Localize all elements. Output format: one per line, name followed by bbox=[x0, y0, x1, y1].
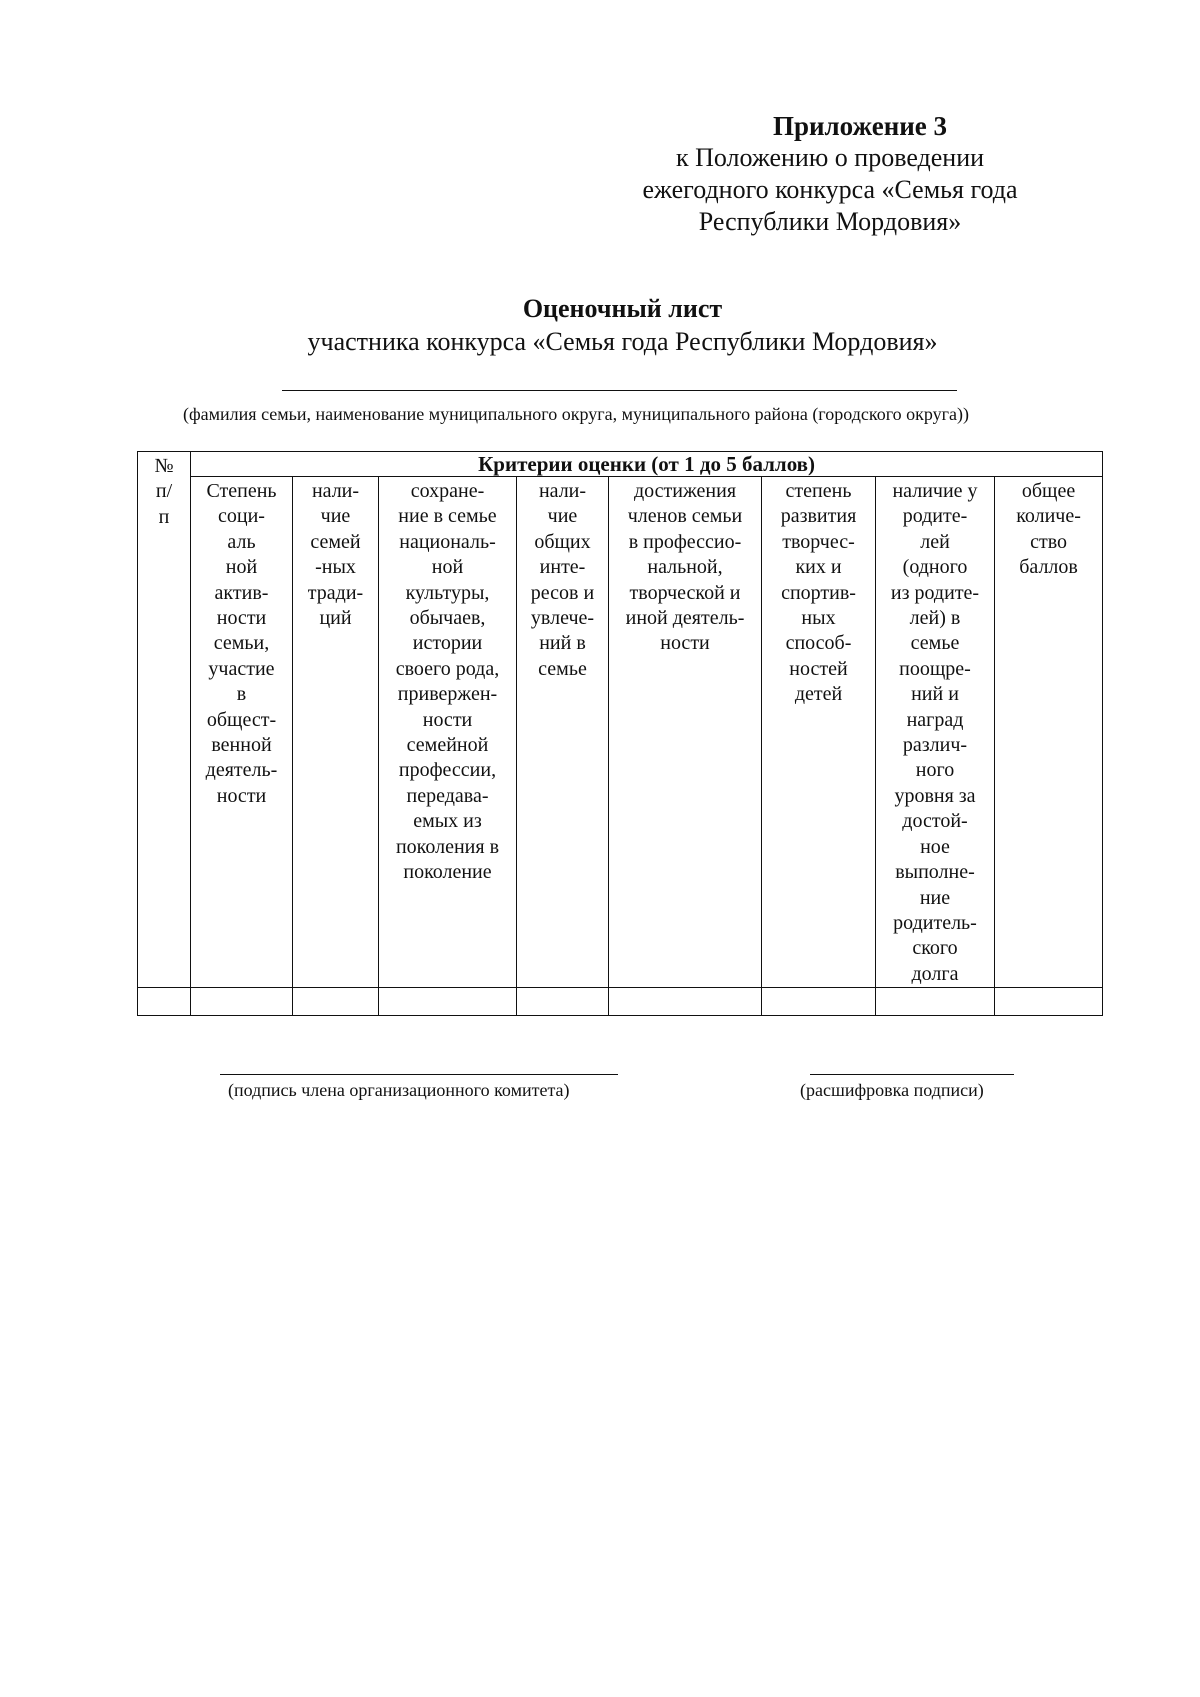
criterion-text-line: количе- bbox=[1016, 505, 1081, 528]
criterion-text-line: участие bbox=[208, 657, 275, 680]
criterion-text-line: творческой и bbox=[629, 581, 741, 604]
criterion-text-line: ности bbox=[216, 784, 267, 807]
number-header-line: № bbox=[154, 455, 174, 477]
criterion-text-line: тради- bbox=[307, 581, 364, 604]
score-cell[interactable] bbox=[517, 988, 609, 1016]
criterion-text-line: ний и bbox=[911, 683, 959, 706]
criterion-cell bbox=[876, 477, 995, 988]
criterion-text-line: истории bbox=[412, 632, 483, 655]
criterion-text-line: ной bbox=[225, 556, 258, 579]
criterion-text-line: родите- bbox=[902, 505, 968, 528]
criterion-text-line: Степень bbox=[206, 480, 277, 502]
criterion-text-line: националь- bbox=[399, 530, 496, 553]
appendix-line-1: к Положению о проведении bbox=[675, 143, 985, 172]
criterion-text-line: увлече- bbox=[530, 607, 595, 630]
criterion-text-line: развития bbox=[780, 505, 857, 528]
number-header-cell bbox=[138, 452, 191, 988]
score-cell[interactable] bbox=[379, 988, 517, 1016]
criterion-text-line: ний в bbox=[539, 632, 586, 655]
criterion-text-line: ций bbox=[319, 607, 352, 630]
criterion-text-line: семейной bbox=[406, 734, 489, 757]
criterion-cell bbox=[191, 477, 293, 988]
criterion-text-line: семье bbox=[910, 632, 960, 655]
criterion-text-line: -ных bbox=[315, 556, 356, 579]
criterion-text-line: ние bbox=[919, 886, 951, 909]
number-header-line: п bbox=[158, 505, 170, 528]
criterion-text-line: достижения bbox=[633, 480, 737, 502]
criterion-text-line: деятель- bbox=[205, 759, 278, 782]
signature-decoding-caption: (расшифровка подписи) bbox=[800, 1080, 984, 1100]
criterion-cell bbox=[517, 477, 609, 988]
family-name-caption: (фамилия семьи, наименование муниципального округа, муниципального района (городского округа)) bbox=[183, 404, 970, 424]
criterion-text-line: лей) в bbox=[909, 607, 961, 630]
criterion-text-line: ного bbox=[915, 759, 955, 782]
criterion-text-line: передава- bbox=[406, 784, 489, 807]
criterion-text-line: выполне- bbox=[895, 861, 975, 884]
criterion-text-line: нальной, bbox=[647, 556, 723, 579]
score-cell[interactable] bbox=[762, 988, 876, 1016]
criterion-text-line: различ- bbox=[902, 734, 968, 757]
criterion-text-line: степень bbox=[785, 480, 852, 502]
score-cell[interactable] bbox=[876, 988, 995, 1016]
score-cell[interactable] bbox=[191, 988, 293, 1016]
criterion-text-line: общих bbox=[534, 530, 591, 553]
appendix-block bbox=[620, 110, 1040, 238]
criterion-text-line: ности bbox=[660, 632, 710, 655]
criterion-text-line: ностей bbox=[789, 657, 848, 680]
criterion-text-line: чие bbox=[547, 505, 578, 528]
criterion-text-line: соци- bbox=[218, 505, 265, 528]
family-name-field-line bbox=[282, 390, 957, 391]
criterion-text-line: ности bbox=[422, 708, 473, 731]
criterion-text-line: общест- bbox=[206, 708, 277, 731]
criterion-text-line: долга bbox=[911, 962, 959, 985]
criterion-text-line: поколение bbox=[403, 861, 492, 884]
criterion-text-line: ной bbox=[431, 556, 464, 579]
criterion-text-line: сохране- bbox=[410, 480, 485, 502]
score-entry-row bbox=[138, 988, 1103, 1016]
criteria-header: Критерии оценки (от 1 до 5 баллов) bbox=[191, 452, 1103, 477]
criterion-text-line: профессии, bbox=[398, 759, 497, 782]
criterion-cell bbox=[609, 477, 762, 988]
criterion-text-line: семье bbox=[538, 657, 587, 680]
criterion-text-line: в профессио- bbox=[628, 530, 742, 553]
criteria-columns-row bbox=[138, 477, 1103, 988]
criterion-text-line: ное bbox=[920, 835, 950, 858]
criterion-text-line: спортив- bbox=[781, 581, 856, 604]
criterion-text-line: семей bbox=[310, 530, 361, 553]
criterion-text-line: нали- bbox=[538, 480, 587, 502]
appendix-title: Приложение 3 bbox=[772, 111, 948, 141]
criterion-text-line: ство bbox=[1030, 530, 1068, 553]
criterion-text-line: своего рода, bbox=[395, 657, 500, 680]
appendix-line-3: Республики Мордовия» bbox=[698, 207, 962, 236]
criterion-cell bbox=[995, 477, 1103, 988]
sheet-heading bbox=[0, 292, 1200, 358]
criterion-text-line: наград bbox=[906, 708, 964, 731]
criterion-text-line: общее bbox=[1021, 480, 1076, 502]
criterion-text-line: достой- bbox=[902, 810, 968, 833]
criterion-text-line: ных bbox=[801, 607, 836, 630]
score-cell[interactable] bbox=[609, 988, 762, 1016]
criterion-text-line: венной bbox=[211, 734, 272, 757]
criterion-text-line: ние в семье bbox=[398, 505, 497, 528]
criterion-text-line: в bbox=[236, 683, 247, 706]
criterion-text-line: уровня за bbox=[894, 784, 976, 807]
criterion-cell bbox=[379, 477, 517, 988]
score-cell[interactable] bbox=[995, 988, 1103, 1016]
criterion-cell bbox=[293, 477, 379, 988]
criterion-text-line: ких и bbox=[795, 556, 842, 579]
criterion-text-line: поощре- bbox=[899, 657, 971, 680]
sheet-subtitle: участника конкурса «Семья года Республики Мордовия» bbox=[307, 327, 938, 356]
criterion-text-line: детей bbox=[794, 683, 843, 706]
criterion-cell bbox=[762, 477, 876, 988]
criterion-text-line: аль bbox=[227, 530, 256, 553]
criterion-text-line: поколения в bbox=[395, 835, 500, 858]
criterion-text-line: (одного bbox=[902, 556, 968, 579]
criterion-text-line: обычаев, bbox=[409, 607, 486, 630]
criterion-text-line: наличие у bbox=[892, 480, 978, 502]
criterion-text-line: культуры, bbox=[405, 581, 490, 604]
score-cell[interactable] bbox=[138, 988, 191, 1016]
criterion-text-line: способ- bbox=[785, 632, 852, 655]
score-cell[interactable] bbox=[293, 988, 379, 1016]
criterion-text-line: чие bbox=[320, 505, 351, 528]
criterion-text-line: творчес- bbox=[782, 530, 855, 553]
criterion-text-line: привержен- bbox=[397, 683, 498, 706]
criterion-text-line: ресов и bbox=[530, 581, 595, 604]
criterion-text-line: членов семьи bbox=[627, 505, 743, 528]
criterion-text-line: инте- bbox=[539, 556, 586, 579]
criterion-text-line: емых из bbox=[413, 810, 482, 833]
criterion-text-line: родитель- bbox=[893, 911, 977, 934]
criterion-text-line: лей bbox=[920, 530, 950, 553]
signature-decoding-line bbox=[810, 1074, 1014, 1075]
member-signature-line bbox=[220, 1074, 618, 1075]
criterion-text-line: иной деятель- bbox=[625, 607, 745, 630]
appendix-line-2: ежегодного конкурса «Семья года bbox=[642, 175, 1018, 204]
evaluation-table bbox=[137, 451, 1103, 1016]
number-header-line: п/ bbox=[155, 480, 173, 503]
criterion-text-line: нали- bbox=[311, 480, 360, 502]
member-signature-caption: (подпись члена организационного комитета) bbox=[228, 1080, 570, 1100]
criterion-text-line: актив- bbox=[214, 581, 269, 604]
criterion-text-line: ского bbox=[912, 937, 958, 960]
criterion-text-line: ности bbox=[216, 607, 267, 630]
criterion-text-line: из родите- bbox=[890, 581, 980, 604]
sheet-title: Оценочный лист bbox=[522, 294, 723, 323]
criterion-text-line: баллов bbox=[1019, 556, 1078, 579]
criterion-text-line: семьи, bbox=[213, 632, 270, 655]
